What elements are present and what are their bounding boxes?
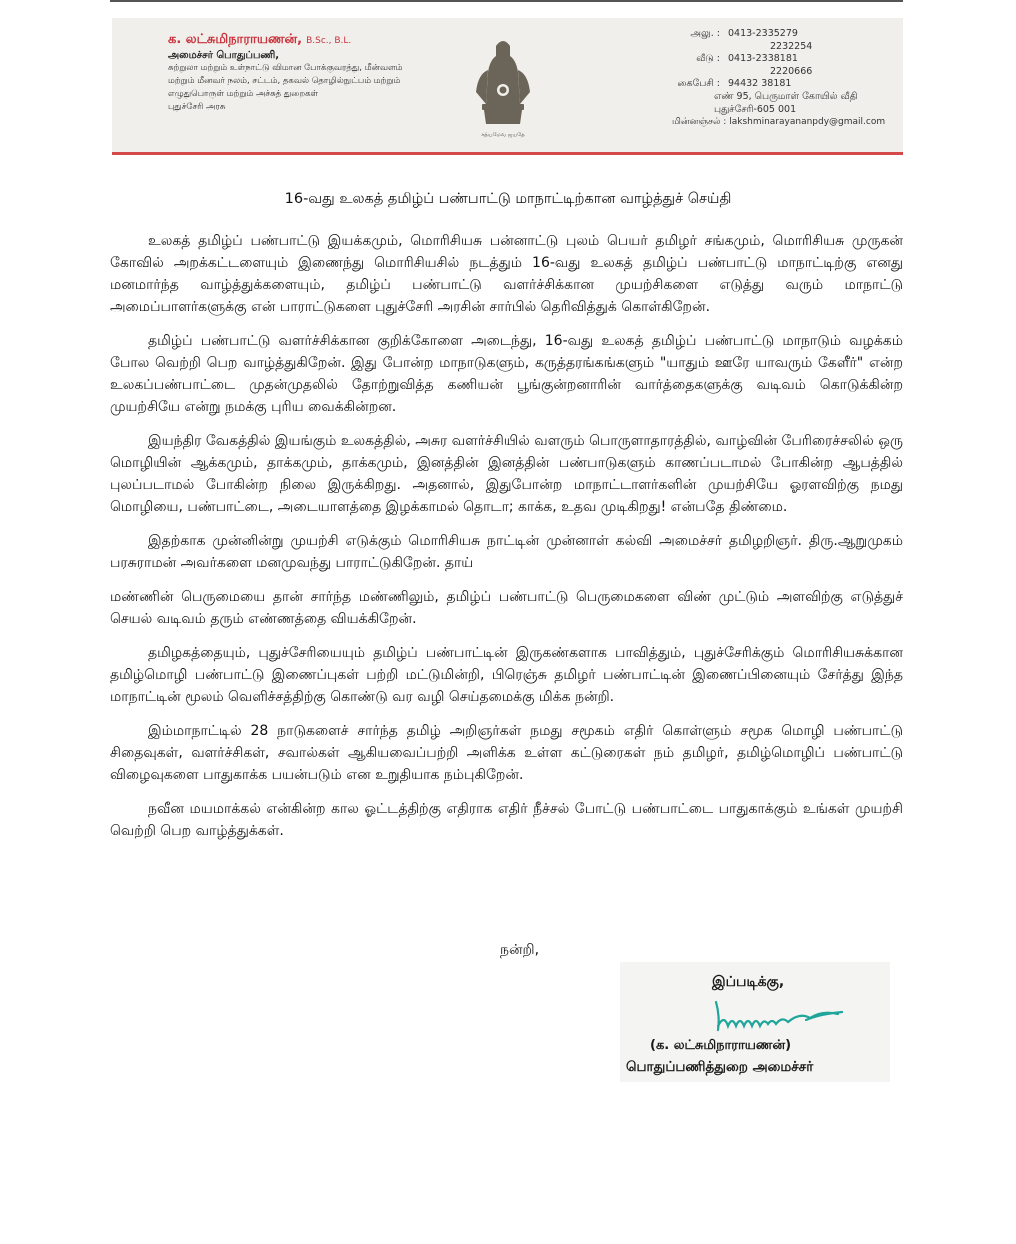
letter-subject: 16-வது உலகத் தமிழ்ப் பண்பாட்டு மாநாட்டிற்கான வாழ்த்துச் செய்தி <box>284 191 732 207</box>
signatory-name: (க. லட்சுமிநாராயணன்) <box>650 1038 792 1053</box>
emblem-caption: சத்யமேவ ஜயதே <box>481 132 525 138</box>
portfolio-line-1: சுற்றுலா மற்றும் உள்நாட்டு விமான போக்குவரத்து, மீன்வளம் <box>168 63 403 73</box>
mobile-label: கைபேசி : <box>677 78 720 90</box>
paragraph: இம்மாநாட்டில் 28 நாடுகளைச் சார்ந்த தமிழ் அறிஞர்கள் நமது சமூகம் எதிர் கொள்ளும் சமூக மொழி பண்பாட்டு சிதைவுகள், வளர்ச்சிகள், சவால்கள் ஆகியவைப்பற்றி அளிக்க உள்ள கட்டுரைகள் நம் தமிழர், தமிழ்மொழிப் பண்பாட்டு விழைவுகளை பாதுகாக்க பயன்படும் என உறுதியாக நம்புகிறேன். <box>110 723 903 783</box>
office-phone-number-1: 0413-2335279 <box>728 28 798 39</box>
address-line-2: புதுச்சேரி-605 001 <box>714 103 797 115</box>
office-phone-2: 2232254 <box>770 40 813 52</box>
minister-name <box>168 32 488 49</box>
government-name: புதுச்சேரி அரசு <box>168 102 226 112</box>
portfolio-line-2: மற்றும் மீனவர் நலம், சட்டம், தகவல் தொழில்நுட்பம் மற்றும் <box>168 76 401 86</box>
signature-greeting: இப்படிக்கு, <box>712 974 785 990</box>
home-phone-1 <box>672 53 902 66</box>
letter-body <box>110 230 903 854</box>
minister-designation: அமைச்சர் பொதுப்பணி, <box>168 50 280 61</box>
home-phone-2: 2220666 <box>770 65 813 77</box>
home-phone-label: வீடு : <box>696 53 720 65</box>
address-line-1: எண் 95, பெருமாள் கோயில் வீதி <box>714 90 858 102</box>
paragraph: இயந்திர வேகத்தில் இயங்கும் உலகத்தில், அசுர வளர்ச்சியில் வளரும் பொருளாதாரத்தில், வாழ்வின் பேரிரைச்சலில் ஒரு மொழியின் ஆக்கமும், தாக்கமும், தாக்கமும், இனத்தின் இனத்தின் பண்பாடுகளும் காணப்படாமல் போகின்ற ஆபத்தில் புலப்படாமல் போகின்ற நிலை இருக்கிறது. அதனால், இதுபோன்ற மாநாட்டாளர்களின் முயற்சியே ஓரளவிற்கு நமது மொழியை, பண்பாட்டை, அடையாளத்தை இழக்காமல் தொடா; காக்க, உதவ முடிகிறது! என்பதே திண்மை. <box>110 433 903 515</box>
mobile-phone <box>672 78 902 91</box>
paragraph: இதற்காக முன்னின்று முயற்சி எடுக்கும் மொரிசியசு நாட்டின் முன்னாள் கல்வி அமைச்சர் தமிழறிஞர். திரு.ஆறுமுகம் பரசுராமன் அவர்களை மனமுவந்து பாராட்டுகிறேன். தாய் <box>110 533 903 571</box>
mobile-number: 94432 38181 <box>728 78 792 90</box>
handwritten-signature-icon <box>710 996 870 1036</box>
paragraph: நவீன மயமாக்கல் என்கின்ற கால ஓட்டத்திற்கு எதிராக எதிர் நீச்சல் போட்டு பண்பாட்டை பாதுகாக்கும் உங்கள் முயற்சி வெற்றி பெற வாழ்த்துக்கள். <box>110 801 903 839</box>
office-phone-label: அலு. : <box>690 28 720 39</box>
signature-block <box>620 962 890 1082</box>
paragraph: தமிழகத்தையும், புதுச்சேரியையும் தமிழ்ப் பண்பாட்டின் இருகண்களாக பாவித்தும், புதுச்சேரிக்கும் மொரிசியசுக்கான தமிழ்மொழி பண்பாட்டு இணைப்புகள் பற்றி மட்டுமின்றி, பிரெஞ்சு தமிழர் பண்பாட்டின் இணைப்பினையும் சேர்த்து இந்த மாநாட்டின் மூலம் வெளிச்சத்திற்கு கொண்டு வர வழி செய்தமைக்கு மிக்க நன்றி. <box>110 645 903 705</box>
portfolio-line-3: எழுதுபொருள் மற்றும் அச்சுத் துறைகள் <box>168 89 319 99</box>
signatory-title: பொதுப்பணித்துறை அமைச்சர் <box>626 1059 814 1075</box>
paragraph: உலகத் தமிழ்ப் பண்பாட்டு இயக்கமும், மொரிசியசு பன்னாட்டு புலம் பெயர் தமிழர் சங்கமும், மொரிசியசு முருகன் கோவில் அறக்கட்டளையும் இணைந்து மொரிசியசில் நடத்தும் 16-வது உலகத் தமிழ்ப் பண்பாட்டு மாநாட்டிற்கு எனது மனமார்ந்த வாழ்த்துக்களையும், தமிழ்ப் பண்பாட்டு வளர்ச்சிக்கான முயற்சிகளை எடுத்து வரும் மாநாட்டு அமைப்பாளர்களுக்கு என் பாராட்டுகளை புதுச்சேரி அரசின் சார்பில் தெரிவித்துக் கொள்கிறேன். <box>110 233 903 315</box>
email-line <box>672 116 902 129</box>
top-rule <box>110 0 903 2</box>
closing: நன்றி, <box>500 942 540 958</box>
letterhead-contact <box>672 28 902 129</box>
email-address: lakshminarayananpdy@gmail.com <box>729 117 886 128</box>
office-phone-1 <box>672 28 902 41</box>
minister-qualifications: B.Sc., B.L. <box>306 36 352 46</box>
minister-name-text: க. லட்சுமிநாராயணன், <box>168 32 303 47</box>
national-emblem-icon <box>474 32 532 142</box>
paragraph: தமிழ்ப் பண்பாட்டு வளர்ச்சிக்கான குறிக்கோளை அடைந்து, 16-வது உலகத் தமிழ்ப் பண்பாட்டு மாநாடும் வழக்கம் போல வெற்றி பெற வாழ்த்துகிறேன். இது போன்ற மாநாடுகளும், கருத்தரங்கங்களும் "யாதும் ஊரே யாவரும் கேளீர்" என்ற உலகப்பண்பாட்டை முதன்முதலில் தோற்றுவித்த கணியன் பூங்குன்றனாரின் வார்த்தைகளுக்கு வடிவம் கொடுக்கின்ற முயற்சியே என்று நமக்கு புரிய வைக்கின்றன. <box>110 333 903 415</box>
email-label: மின்னஞ்சல் : <box>672 117 727 128</box>
letterhead <box>112 18 903 155</box>
paragraph: மண்ணின் பெருமையை தான் சார்ந்த மண்ணிலும், தமிழ்ப் பண்பாட்டு பெருமைகளை விண் முட்டும் அளவிற்கு எடுத்துச் செயல் வடிவம் தரும் எண்ணத்தை வியக்கிறேன். <box>110 589 903 627</box>
home-phone-number-1: 0413-2338181 <box>728 53 798 65</box>
letterhead-left <box>168 32 488 114</box>
